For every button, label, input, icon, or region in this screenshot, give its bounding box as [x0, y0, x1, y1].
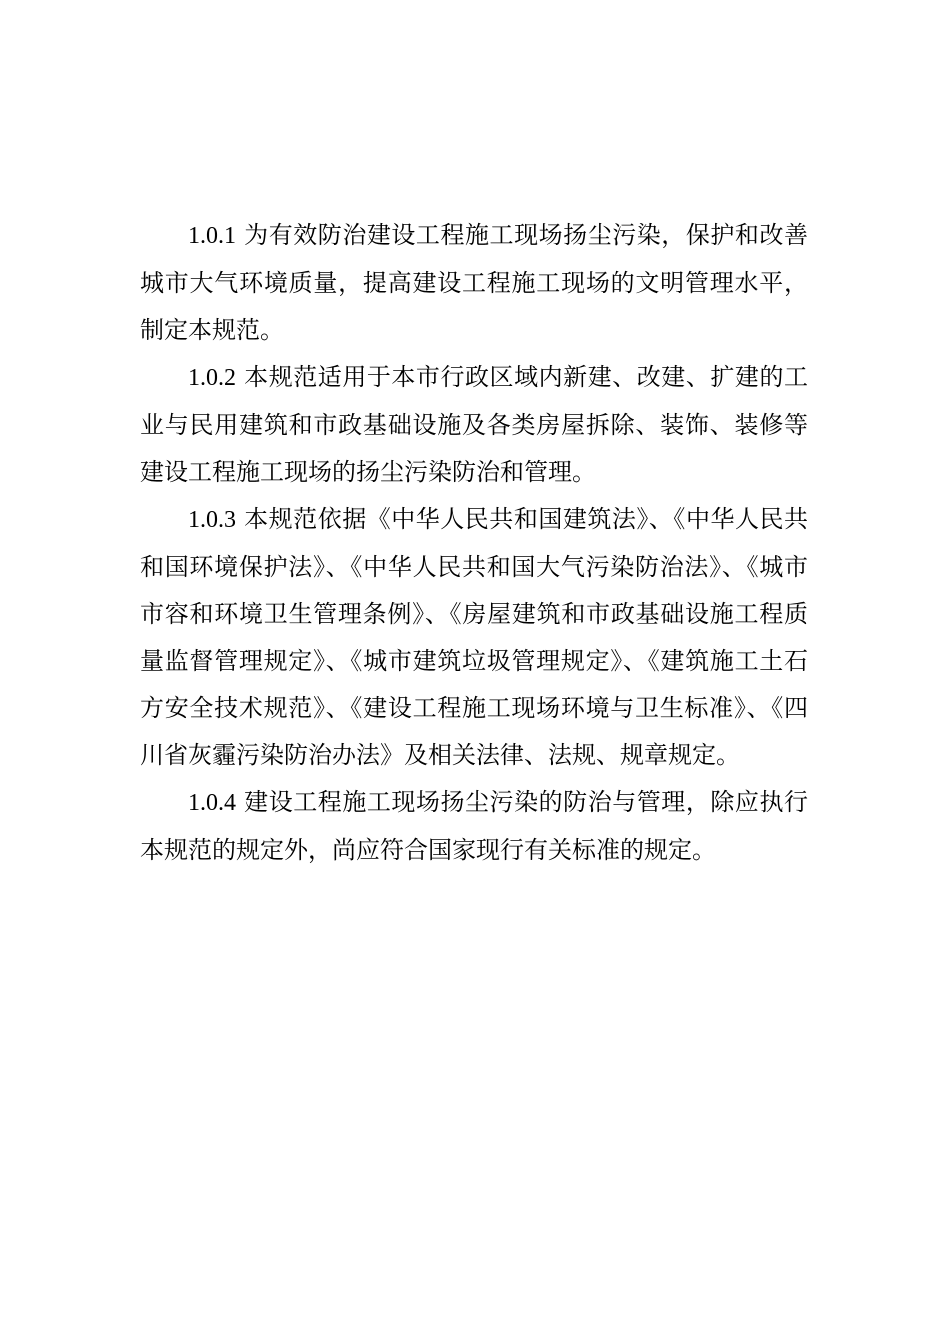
clause-text: 为有效防治建设工程施工现场扬尘污染，保护和改善城市大气环境质量，提高建设工程施工现场的文明管理水平，制定本规范。 [140, 221, 808, 344]
clause-1-0-2 [140, 354, 808, 496]
clause-1-0-3 [140, 496, 808, 779]
clause-number: 1.0.1 [188, 223, 236, 249]
clause-1-0-4 [140, 779, 808, 874]
clause-1-0-1 [140, 212, 808, 354]
clause-number: 1.0.2 [188, 365, 236, 391]
clause-text: 本规范适用于本市行政区域内新建、改建、扩建的工业与民用建筑和市政基础设施及各类房屋拆除、装饰、装修等建设工程施工现场的扬尘污染防治和管理。 [140, 363, 808, 486]
clause-number: 1.0.3 [188, 507, 236, 533]
document-body [140, 212, 808, 874]
clause-text: 建设工程施工现场扬尘污染的防治与管理，除应执行本规范的规定外，尚应符合国家现行有关标准的规定。 [140, 788, 808, 864]
clause-text: 本规范依据《中华人民共和国建筑法》、《中华人民共和国环境保护法》、《中华人民共和国大气污染防治法》、《城市市容和环境卫生管理条例》、《房屋建筑和市政基础设施工程质量监督管理规定》、《城市建筑垃圾管理规定》、《建筑施工土石方安全技术规范》、《建设工程施工现场环境与卫生标准》、《四川省灰霾污染防治办法》及相关法律、法规、规章规定。 [140, 505, 808, 769]
clause-number: 1.0.4 [188, 790, 236, 816]
